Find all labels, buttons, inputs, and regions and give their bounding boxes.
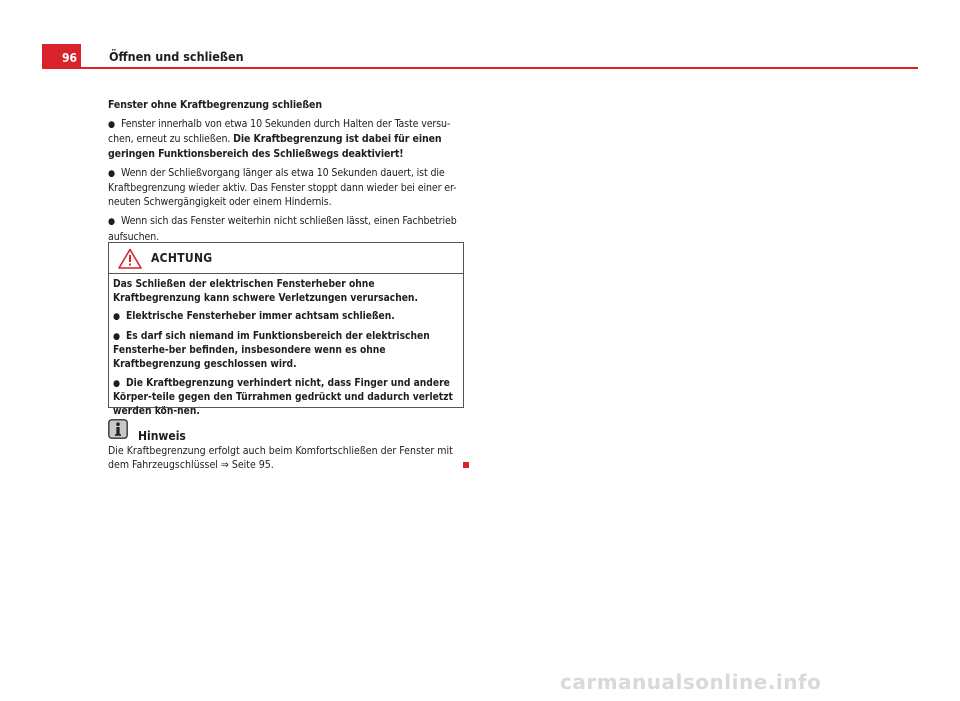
bullet: ● <box>108 120 115 131</box>
section-title: Öffnen und schließen <box>109 49 244 64</box>
warning-triangle-icon <box>118 248 142 269</box>
warning-item <box>113 330 459 372</box>
warning-item-text: Elektrische Fensterheber immer achtsam schließen. <box>126 311 395 323</box>
item-text: Fenster innerhalb von etwa 10 Sekunden durch Halten der Taste versu-chen, erneut zu schließen. <box>108 118 451 146</box>
warning-item-text: Es darf sich niemand im Funktionsbereich der elektrischen Fensterhe-ber befinden, insbesondere wenn es ohne Kraftbegrenzung geschlossen wird. <box>113 330 430 370</box>
item-bold-text: Die Kraftbegrenzung ist dabei für einen geringen Funktionsbereich des Schließwegs deaktiviert! <box>108 133 442 160</box>
list-item <box>108 117 464 161</box>
warning-title: ACHTUNG <box>151 251 213 265</box>
warning-item <box>113 377 459 419</box>
warning-item <box>113 310 459 325</box>
main-content <box>108 98 464 249</box>
bullet: ● <box>113 378 121 389</box>
note-title: Hinweis <box>138 429 186 443</box>
warning-item-text: Die Kraftbegrenzung verhindert nicht, dass Finger und andere Körper-teile gegen den Türrahmen gedrückt und dadurch verletzt werden kön-nen. <box>113 377 453 417</box>
page-number: 96 <box>42 44 81 67</box>
warning-body <box>109 274 463 418</box>
subheading: Fenster ohne Kraftbegrenzung schließen <box>108 99 322 111</box>
bullet: ● <box>108 217 115 228</box>
info-icon <box>108 419 128 439</box>
note-text: Die Kraftbegrenzung erfolgt auch beim Komfortschließen der Fenster mit dem Fahrzeugschlüssel ⇒ Seite 95. <box>108 445 453 472</box>
section-end-marker <box>463 462 469 468</box>
bullet: ● <box>108 168 115 179</box>
list-item <box>108 214 464 243</box>
page-header <box>42 44 918 69</box>
bullet: ● <box>113 312 121 323</box>
bullet: ● <box>113 331 121 342</box>
item-text: Wenn der Schließvorgang länger als etwa 10 Sekunden dauert, ist die Kraftbegrenzung wieder aktiv. Das Fenster stoppt dann wieder bei einer er-neuten Schwergängigkeit oder einem Hindernis. <box>108 166 457 209</box>
watermark: carmanualsonline.info <box>560 670 822 694</box>
warning-intro: Das Schließen der elektrischen Fensterheber ohne Kraftbegrenzung kann schwere Verletzungen verursachen. <box>113 279 418 304</box>
item-text: Wenn sich das Fenster weiterhin nicht schließen lässt, einen Fachbetrieb aufsuchen. <box>108 215 457 243</box>
warning-box <box>108 242 464 417</box>
list-item <box>108 166 464 210</box>
warning-header <box>109 243 463 274</box>
